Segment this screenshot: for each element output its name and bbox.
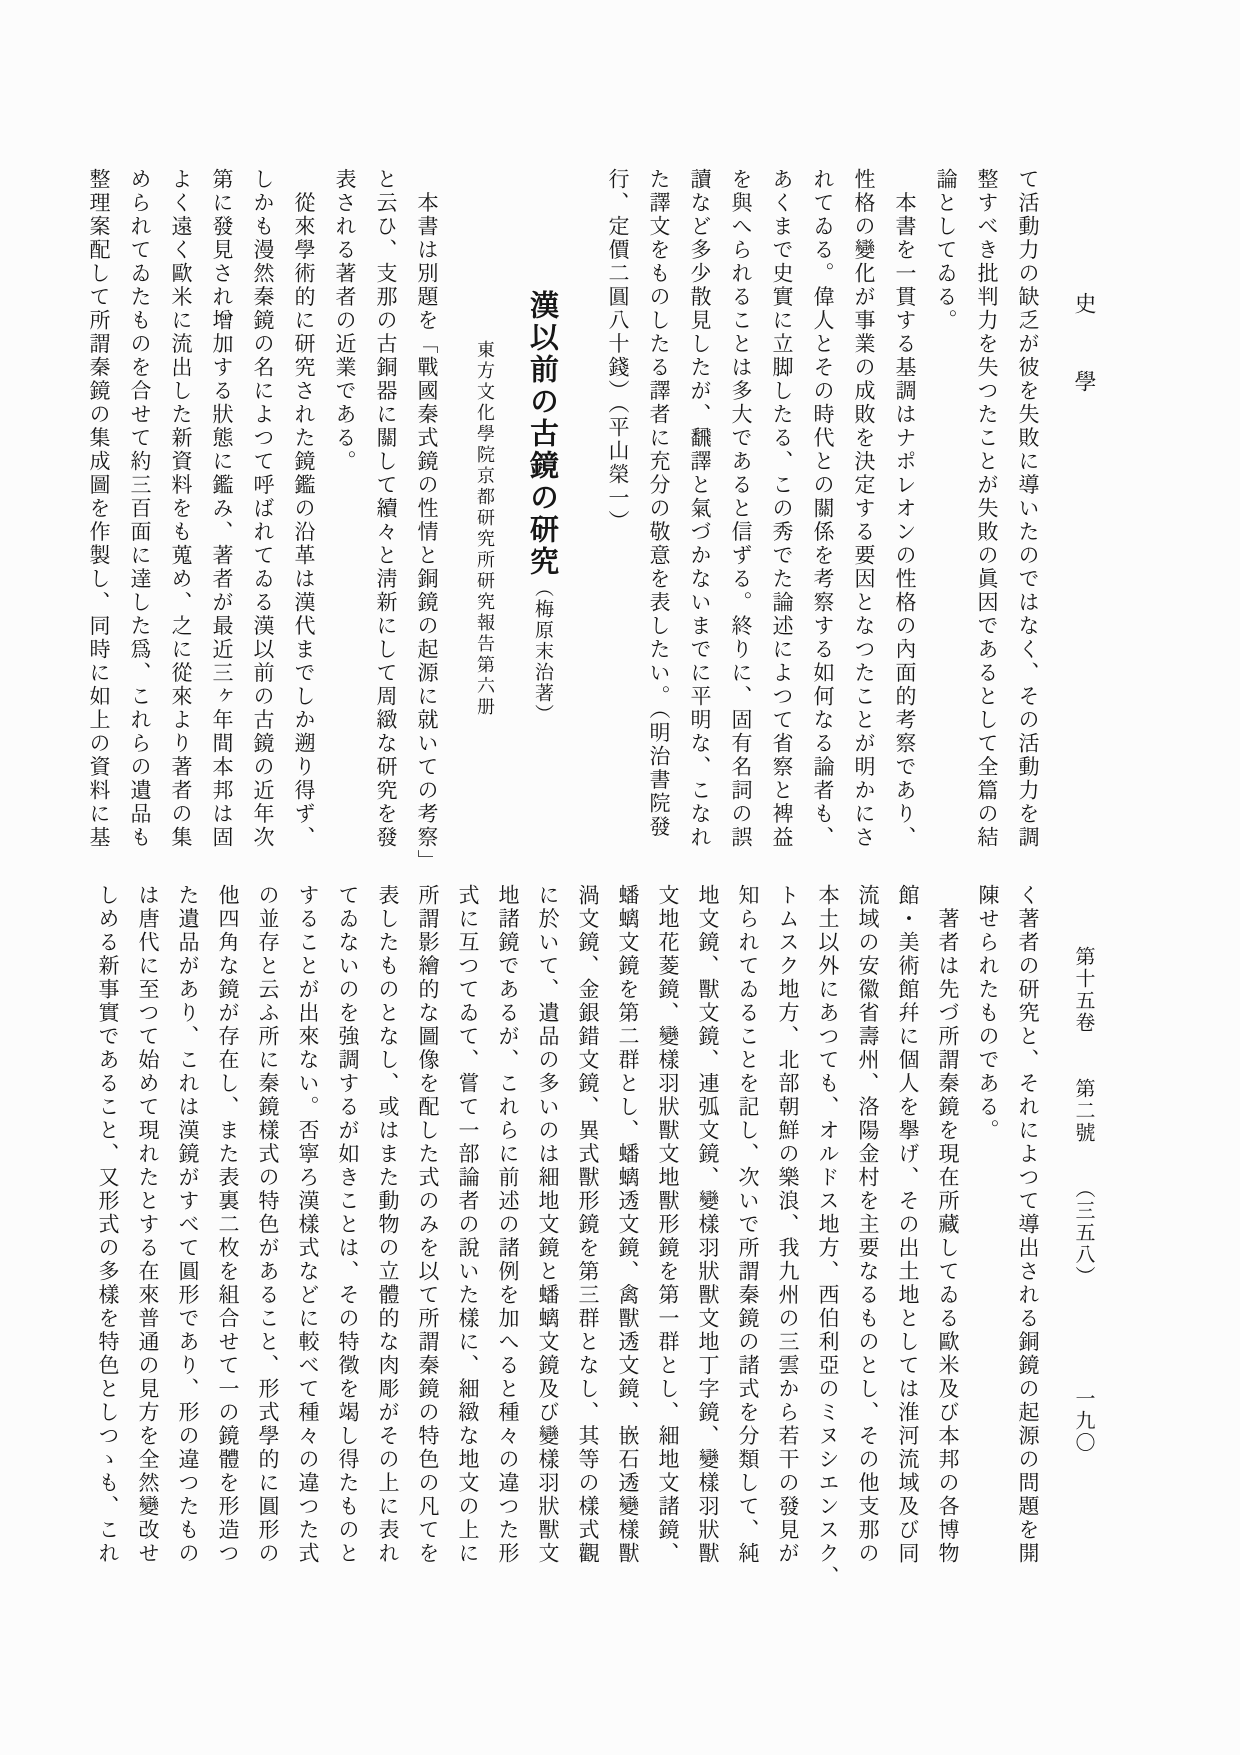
text-column: てゐないのを強調するが如きことは、その特徵を竭し得たものと — [336, 884, 360, 1566]
text-column: に於いて、遺品の多いのは細地文鏡と蟠螭文鏡及び變樣羽狀獸文 — [536, 884, 560, 1566]
text-column: 知られてゐることを記し、次いで所謂秦鏡の諸式を分類して、純 — [736, 884, 760, 1566]
book-title-text: 漢以前の古鏡の研究 — [526, 290, 560, 578]
text-column: められてゐたものを合せて約三百面に達した爲、これらの遺品も — [128, 168, 152, 850]
text-column: 性格の變化が事業の成敗を決定する要因となつたことが明かにさ — [852, 168, 876, 850]
text-column: 整理案配して所謂秦鏡の集成圖を作製し、同時に如上の資料に基 — [87, 168, 111, 850]
text-column: 館・美術館幷に個人を擧げ、その出土地としては淮河流域及び同 — [896, 884, 920, 1566]
volume-issue-header: 第十五卷 第二號 （三五八） 一九〇 — [1072, 946, 1096, 1454]
bottom-text-block — [88, 884, 1048, 1589]
text-column: 本書は別題を「戰國秦式鏡の性情と銅鏡の起源に就いての考察」 — [415, 168, 439, 873]
text-column: 流域の安徽省壽州、洛陽金村を主要なるものとし、その他支那の — [856, 884, 880, 1566]
text-column: の並存と云ふ所に秦鏡樣式の特色があること、形式學的に圓形の — [256, 884, 280, 1566]
text-column: を與へられることは多大であると信ずる。終りに、固有名詞の誤 — [729, 168, 753, 850]
book-title — [517, 168, 569, 860]
series-note: 東方文化學院京都研究所研究報告第六册 — [474, 340, 495, 718]
text-column: 整すべき批判力を失つたことが失敗の眞因であるとして全篇の結 — [975, 168, 999, 850]
text-column: 行、定價二圓八十錢）（平山榮一） — [606, 168, 630, 534]
text-column: 本土以外にあつても、オルドス地方、西伯利亞のミヌシエンスク、 — [816, 884, 840, 1589]
text-column: トムスク地方、北部朝鮮の樂浪、我九州の三雲から若干の發見が — [776, 884, 800, 1566]
text-column: は唐代に至つて始めて現れたとする在來普通の見方を全然變改せ — [136, 884, 160, 1566]
text-column: 讀など多少散見したが、飜譯と氣づかないまでに平明な、こなれ — [688, 168, 712, 850]
text-column: 本書を一貫する基調はナポレオンの性格の內面的考察であり、 — [893, 168, 917, 850]
text-column: 第に發見され增加する狀態に鑑み、著者が最近三ヶ年間本邦は固 — [210, 168, 234, 850]
top-text-block — [78, 168, 1048, 873]
text-column: 文地花菱鏡、變樣羽狀獸文地獸形鏡を第一群とし、細地文諸鏡、 — [656, 884, 680, 1566]
text-column: 式に互つてゐて、嘗て一部論者の說いた樣に、細緻な地文の上に — [456, 884, 480, 1566]
text-column: く著者の研究と、それによつて導出される銅鏡の起源の問題を開 — [1016, 884, 1040, 1566]
text-column: 他四角な鏡が存在し、また表裏二枚を組合せて一の鏡體を形造つ — [216, 884, 240, 1566]
text-column: 著者は先づ所謂秦鏡を現在所藏してゐる歐米及び本邦の各博物 — [936, 884, 960, 1566]
text-column: 地文鏡、獸文鏡、連弧文鏡、變樣羽狀獸文地丁字鏡、變樣羽狀獸 — [696, 884, 720, 1566]
text-column: することが出來ない。否寧ろ漢樣式などに較べて種々の違つた式 — [296, 884, 320, 1566]
text-column: 論としてゐる。 — [934, 168, 958, 333]
text-column: 渦文鏡、金銀錯文鏡、異式獸形鏡を第三群となし、其等の樣式觀 — [576, 884, 600, 1566]
text-column: 陳せられたものである。 — [976, 884, 1000, 1143]
text-column: 表される著者の近業である。 — [333, 168, 357, 474]
text-column: しめる新事實であること、又形式の多樣を特色としつゝも、これ — [96, 884, 120, 1566]
text-column: 表したものとなし、或はまた動物の立體的な肉彫がその上に表れ — [376, 884, 400, 1566]
book-author: （梅原末治著） — [532, 578, 554, 725]
text-column: よく遠く歐米に流出した新資料をも蒐め、之に從來より著者の集 — [169, 168, 193, 850]
text-column: 地諸鏡であるが、これらに前述の諸例を加へると種々の違つた形 — [496, 884, 520, 1566]
text-column: れてゐる。偉人とその時代との關係を考察する如何なる論者も、 — [811, 168, 835, 850]
text-column: しかも漫然秦鏡の名によつて呼ばれてゐる漢以前の古鏡の近年次 — [251, 168, 275, 850]
journal-title-header: 史 學 — [1071, 292, 1096, 396]
text-column: 所謂影繪的な圖像を配した式のみを以て所謂秦鏡の特色の凡てを — [416, 884, 440, 1566]
text-column: た譯文をものしたる譯者に充分の敬意を表したい。（明治書院發 — [647, 168, 671, 839]
text-column: て活動力の缺乏が彼を失敗に導いたのではなく、その活動力を調 — [1016, 168, 1040, 850]
text-column: 從來學術的に研究された鏡鑑の沿革は漢代までしか遡り得ず、 — [292, 168, 316, 850]
text-column: 蟠螭文鏡を第二群とし、蟠螭透文鏡、禽獸透文鏡、嵌石透變樣獸 — [616, 884, 640, 1566]
text-column: と云ひ、支那の古銅器に關して續々と淸新にして周緻な研究を發 — [374, 168, 398, 850]
text-column: た遺品があり、これは漢鏡がすべて圓形であり、形の違つたもの — [176, 884, 200, 1566]
text-column: あくまで史實に立脚したる、この秀でた論述によつて省察と裨益 — [770, 168, 794, 850]
